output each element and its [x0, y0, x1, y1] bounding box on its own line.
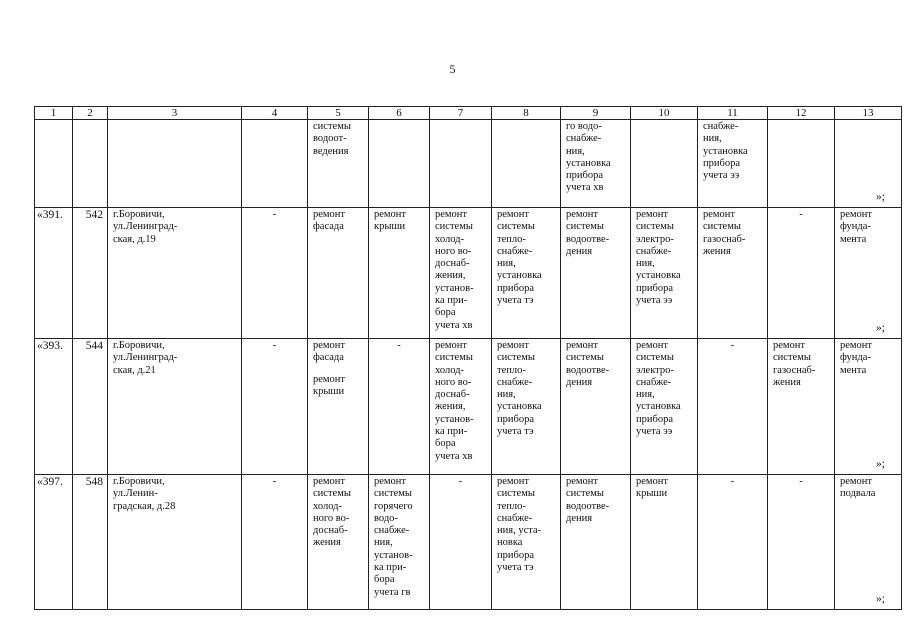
table-cell [835, 475, 902, 610]
table-cell [242, 208, 308, 339]
cell-text: дения [566, 245, 593, 257]
table-cell [73, 208, 108, 339]
cell-text: электро- [636, 364, 674, 376]
cell-text: снабже- [636, 245, 672, 257]
cell-text: холод- [435, 364, 464, 376]
table-cell [631, 120, 698, 208]
row-closing-mark: »; [876, 191, 885, 203]
cell-text: системы [636, 352, 674, 364]
column-number-cell: 7 [430, 107, 492, 120]
cell-text: мента [840, 233, 867, 245]
cell-text: учета ээ [636, 426, 673, 438]
cell-text: установка [636, 401, 681, 413]
cell-text: водоотве- [566, 500, 610, 512]
column-number-cell: 4 [242, 107, 308, 120]
cell-text: ул.Ленинград- [113, 221, 178, 233]
cell-text: ка при- [435, 426, 468, 438]
cell-text: прибора [497, 282, 534, 294]
column-number-cell: 3 [108, 107, 242, 120]
cell-text: холод- [435, 233, 464, 245]
table-cell [35, 339, 73, 475]
cell-text: установ- [435, 413, 474, 425]
cell-text: холод- [313, 500, 342, 512]
table-cell [73, 120, 108, 208]
cell-text: прибора [636, 413, 673, 425]
cell-text: - [272, 340, 277, 351]
table-cell [768, 475, 835, 610]
table-cell [492, 339, 561, 475]
cell-text: системы [773, 352, 811, 364]
cell-text: ремонт [636, 476, 669, 487]
row-closing-mark: »; [876, 322, 885, 334]
cell-text: г.Боровичи, [113, 340, 165, 351]
cell-text: фасада [313, 352, 344, 364]
cell-text: ремонт [566, 476, 599, 487]
cell-text: ного во- [313, 512, 350, 524]
table-row [35, 120, 902, 208]
cell-text: учета ээ [703, 170, 740, 182]
cell-text: учета ээ [636, 295, 673, 307]
cell-text: жения, [435, 401, 466, 413]
cell-text: учета хв [435, 450, 473, 462]
cell-text: учета хв [566, 182, 604, 194]
cell-text: газоснаб- [703, 233, 746, 245]
cell-text: горячего [374, 500, 413, 512]
cell-text: ская, д.19 [113, 233, 156, 245]
column-number-cell: 5 [308, 107, 369, 120]
works-table [34, 106, 902, 610]
cell-text: доснаб- [313, 525, 348, 537]
cell-text: прибора [497, 413, 534, 425]
cell-text: снабже- [497, 245, 533, 257]
cell-text: дения [566, 376, 593, 388]
cell-text: прибора [566, 170, 603, 182]
table-cell [242, 120, 308, 208]
cell-text: ремонт [703, 209, 736, 220]
table-cell [631, 339, 698, 475]
cell-text: системы [435, 221, 473, 233]
cell-text: системы [313, 488, 351, 500]
cell-text: газоснаб- [773, 364, 816, 376]
table-cell [242, 339, 308, 475]
cell-text: ремонт [840, 209, 873, 220]
column-number-cell: 9 [561, 107, 631, 120]
cell-text: ния, [497, 258, 516, 270]
cell-text: установка [497, 401, 542, 413]
cell-text: 544 [85, 340, 103, 352]
table-cell [561, 208, 631, 339]
table-row [35, 339, 902, 475]
cell-text: ремонт [497, 476, 530, 487]
cell-text: тепло- [497, 364, 526, 376]
table-cell [308, 475, 369, 610]
cell-text: прибора [636, 282, 673, 294]
table-cell [430, 339, 492, 475]
cell-text: - [397, 340, 401, 351]
table-cell [35, 475, 73, 610]
cell-text: установка [497, 270, 542, 282]
cell-text: электро- [636, 233, 674, 245]
cell-text: водоот- [313, 133, 347, 145]
cell-text: системы [313, 121, 351, 132]
cell-text: крыши [313, 385, 345, 397]
cell-text: ремонт [374, 476, 407, 487]
column-number-cell: 8 [492, 107, 561, 120]
cell-text: системы [497, 352, 535, 364]
cell-text: тепло- [497, 500, 526, 512]
table-cell [698, 120, 768, 208]
cell-text: жения [773, 376, 801, 388]
cell-text: подвала [840, 488, 876, 500]
table-cell [35, 120, 73, 208]
table-cell [308, 208, 369, 339]
cell-text: прибора [497, 549, 534, 561]
cell-text: ремонт [313, 340, 346, 351]
cell-text: - [799, 209, 803, 220]
cell-text: «393. [37, 340, 63, 352]
table-cell [242, 475, 308, 610]
row-closing-mark: »; [876, 593, 885, 605]
table-cell [492, 208, 561, 339]
cell-text: доснаб- [435, 258, 470, 270]
cell-text: ремонт [313, 209, 346, 220]
table-cell [369, 339, 430, 475]
table-cell [369, 208, 430, 339]
cell-text: учета тэ [497, 426, 534, 438]
column-number-cell: 12 [768, 107, 835, 120]
cell-text: установ- [435, 282, 474, 294]
cell-text: системы [566, 352, 604, 364]
cell-text: бора [435, 307, 456, 319]
cell-text: системы [566, 221, 604, 233]
cell-text: учета тэ [497, 562, 534, 574]
cell-text: ская, д.21 [113, 364, 156, 376]
row-closing-mark: »; [876, 458, 885, 470]
cell-text: г.Боровичи, [113, 209, 165, 220]
cell-text: ведения [313, 145, 349, 157]
table-cell [430, 475, 492, 610]
cell-text: установка [703, 145, 748, 157]
table-cell [768, 120, 835, 208]
table-cell [430, 120, 492, 208]
cell-text: «397. [37, 476, 63, 488]
cell-text: дения [566, 512, 593, 524]
cell-text: системы [374, 488, 412, 500]
cell-text: ния, [566, 145, 585, 157]
cell-text: бора [435, 438, 456, 450]
table-cell [492, 475, 561, 610]
cell-text: фасада [313, 221, 344, 233]
table-row [35, 475, 902, 610]
cell-text: ремонт [566, 209, 599, 220]
table-cell [835, 120, 902, 208]
page-number: 5 [449, 62, 456, 76]
table-cell [631, 475, 698, 610]
cell-text: системы [497, 488, 535, 500]
cell-text: водо- [374, 512, 398, 524]
column-number-cell: 1 [35, 107, 73, 120]
table-cell [369, 475, 430, 610]
table-cell [308, 120, 369, 208]
cell-text: ул.Ленин- [113, 488, 158, 500]
column-number-cell: 11 [698, 107, 768, 120]
cell-text: снабже- [497, 512, 533, 524]
cell-text: г.Боровичи, [113, 476, 165, 487]
table-cell [108, 120, 242, 208]
cell-text: ния, [636, 258, 655, 270]
table-cell [308, 339, 369, 475]
cell-text: учета хв [435, 319, 473, 331]
cell-text: - [730, 340, 735, 351]
cell-text: крыши [374, 221, 406, 233]
cell-text: ремонт [773, 340, 806, 351]
cell-text: ния, [703, 133, 722, 145]
cell-text: установка [636, 270, 681, 282]
table-cell [561, 120, 631, 208]
cell-text: жения [313, 537, 341, 549]
cell-text: бора [374, 574, 395, 586]
column-number-cell: 6 [369, 107, 430, 120]
table-cell [73, 475, 108, 610]
cell-text: го водо- [566, 121, 602, 132]
cell-text: градская, д.28 [113, 500, 176, 512]
cell-text: 542 [85, 209, 103, 221]
cell-text: ремонт [313, 373, 346, 385]
cell-text: установка [566, 157, 611, 169]
cell-text: новка [497, 537, 523, 549]
cell-text: прибора [703, 157, 740, 169]
cell-text: фунда- [840, 221, 871, 233]
cell-text: ния, [497, 389, 516, 401]
cell-text: 548 [85, 476, 103, 488]
cell-text: снабже- [497, 376, 533, 388]
cell-text: системы [636, 221, 674, 233]
table-row [35, 208, 902, 339]
cell-text: ремонт [636, 209, 669, 220]
table-cell [369, 120, 430, 208]
table-cell [698, 208, 768, 339]
cell-text: снабже- [636, 376, 672, 388]
cell-text: ния, уста- [497, 525, 542, 537]
column-number-cell: 13 [835, 107, 902, 120]
cell-text: ремонт [636, 340, 669, 351]
table-cell [698, 475, 768, 610]
cell-text: - [272, 476, 277, 487]
cell-text: ремонт [313, 476, 346, 487]
cell-text: снабже- [566, 133, 602, 145]
cell-text: системы [703, 221, 741, 233]
cell-text: учета гв [374, 586, 411, 598]
cell-text: системы [435, 352, 473, 364]
cell-text: ка при- [435, 295, 468, 307]
cell-text: тепло- [497, 233, 526, 245]
cell-text: ремонт [840, 340, 873, 351]
cell-text: системы [497, 221, 535, 233]
cell-text: водоотве- [566, 233, 610, 245]
table-cell [430, 208, 492, 339]
table-cell [835, 339, 902, 475]
cell-text: системы [566, 488, 604, 500]
cell-text: ного во- [435, 376, 472, 388]
cell-text: - [458, 476, 463, 487]
cell-text: «391. [37, 209, 63, 221]
cell-text: - [799, 476, 803, 487]
cell-text: ул.Ленинград- [113, 352, 178, 364]
column-number-cell: 10 [631, 107, 698, 120]
cell-text: фунда- [840, 352, 871, 364]
table-cell [35, 208, 73, 339]
table-cell [631, 208, 698, 339]
table-cell [561, 339, 631, 475]
cell-text: ремонт [497, 209, 530, 220]
table-cell [108, 208, 242, 339]
cell-text: ремонт [566, 340, 599, 351]
cell-text: ка при- [374, 562, 407, 574]
cell-text: ремонт [840, 476, 873, 487]
table-cell [73, 339, 108, 475]
table-cell [768, 208, 835, 339]
table-cell [108, 475, 242, 610]
cell-text: доснаб- [435, 389, 470, 401]
table-cell [561, 475, 631, 610]
table-cell [768, 339, 835, 475]
cell-text: жения, [435, 270, 466, 282]
cell-text: - [272, 209, 277, 220]
cell-text: учета тэ [497, 295, 534, 307]
cell-text: крыши [636, 488, 668, 500]
table-cell [698, 339, 768, 475]
cell-text: установ- [374, 549, 413, 561]
table-header-row [35, 107, 902, 120]
table-cell [835, 208, 902, 339]
cell-text: водоотве- [566, 364, 610, 376]
cell-text: - [730, 476, 735, 487]
column-number-cell: 2 [73, 107, 108, 120]
cell-text: снабже- [703, 121, 739, 132]
table-cell [108, 339, 242, 475]
cell-text: ного во- [435, 245, 472, 257]
cell-text: мента [840, 364, 867, 376]
cell-text: ремонт [497, 340, 530, 351]
cell-text: ния, [636, 389, 655, 401]
cell-text: ремонт [435, 209, 468, 220]
cell-text: ремонт [435, 340, 468, 351]
cell-text: ния, [374, 537, 393, 549]
cell-text: снабже- [374, 525, 410, 537]
table-cell [492, 120, 561, 208]
cell-text: ремонт [374, 209, 407, 220]
cell-text: жения [703, 245, 731, 257]
